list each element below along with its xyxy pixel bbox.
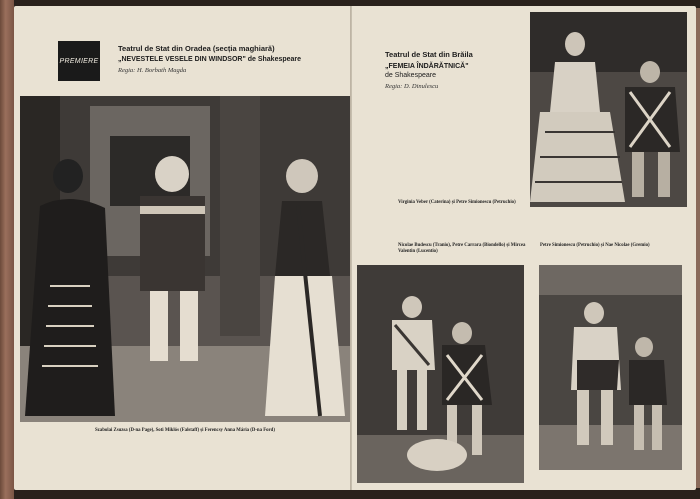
book-binding — [0, 0, 14, 499]
left-director: Regia: H. Borbath Magda — [118, 67, 187, 74]
right-theatre-heading: Teatrul de Stat din Brăila — [385, 50, 473, 59]
premiere-badge: PREMIERE — [58, 41, 100, 81]
left-theatre-heading: Teatrul de Stat din Oradea (secția maghiară) — [118, 44, 275, 53]
right-play-author: de Shakespeare — [385, 72, 436, 79]
windsor-caption: Szabolai Zsuzsa (D-na Page), Soti Miklós (Falstaff) și Ferencsy Anna Mária (D-na Ford) — [95, 428, 275, 433]
caption-top: Virginia Veber (Caterina) și Petre Simionescu (Petruchio) — [398, 200, 516, 205]
page-edge — [696, 8, 700, 488]
tranio-biondello-photo — [357, 265, 524, 483]
windsor-stage-photo — [20, 96, 351, 422]
right-play-title: „FEMEIA ÎNDĂRĂTNICĂ" — [385, 63, 469, 70]
caterina-petruchio-photo — [530, 12, 687, 207]
caption-bottom-right: Petre Simionescu (Petruchio) și Nae Nicolae (Gremio) — [540, 243, 650, 248]
petruchio-gremio-photo — [539, 265, 682, 470]
left-play-title: „NEVESTELE VESELE DIN WINDSOR" de Shakespeare — [118, 56, 302, 63]
right-director: Regia: D. Dinulescu — [385, 83, 439, 90]
caption-bottom-left: Nicolae Budescu (Tranio), Petre Carrara (Biondello) și Mircea Valentin (Lucentio) — [398, 243, 526, 254]
